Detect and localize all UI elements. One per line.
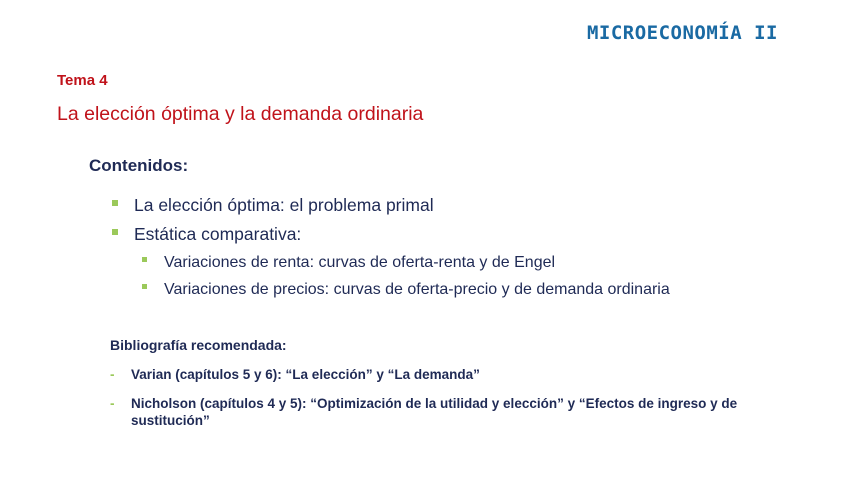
content-subitem — [142, 254, 555, 272]
content-subitem-text: Variaciones de precios: curvas de oferta-precio y de demanda ordinaria — [164, 281, 670, 298]
reference-text: Nicholson (capítulos 4 y 5): “Optimización de la utilidad y elección” y “Efectos de ingreso y de sustitución” — [131, 396, 738, 428]
bibliografia-heading: Bibliografía recomendada: — [110, 337, 287, 353]
tema-title: La elección óptima y la demanda ordinaria — [57, 103, 424, 125]
reference-item — [110, 366, 800, 383]
content-subitem — [142, 281, 670, 299]
dash-bullet-icon: - — [110, 367, 115, 382]
content-subitem-text: Variaciones de renta: curvas de oferta-renta y de Engel — [164, 254, 556, 271]
square-bullet-icon — [112, 200, 118, 206]
square-bullet-icon — [112, 229, 118, 235]
square-bullet-icon — [142, 284, 147, 289]
content-item — [112, 195, 434, 216]
course-title: MICROECONOMÍA II — [586, 22, 778, 44]
square-bullet-icon — [142, 257, 147, 262]
reference-item — [110, 395, 800, 429]
contenidos-heading: Contenidos: — [89, 156, 189, 175]
tema-label: Tema 4 — [57, 72, 108, 89]
reference-text: Varian (capítulos 5 y 6): “La elección” y “La demanda” — [131, 367, 480, 382]
content-item-text: Estática comparativa: — [134, 224, 302, 244]
dash-bullet-icon: - — [110, 396, 115, 411]
content-item-text: La elección óptima: el problema primal — [134, 195, 434, 215]
content-item — [112, 224, 301, 245]
